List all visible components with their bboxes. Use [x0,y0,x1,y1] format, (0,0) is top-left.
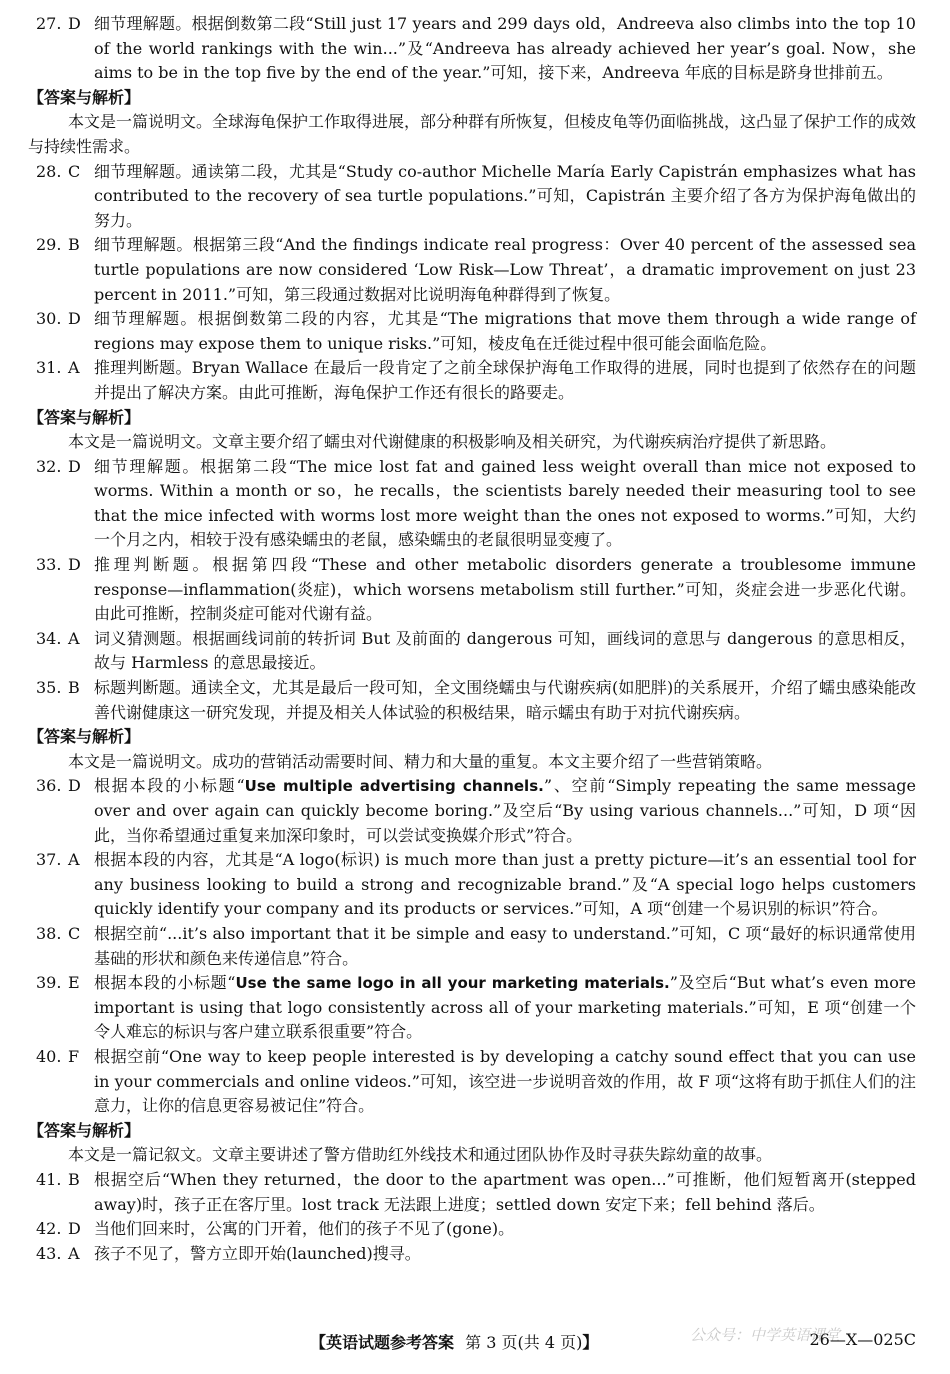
question-number: 32. [36,456,62,476]
answer-key: A [68,850,80,870]
question-number: 41. [36,1169,62,1189]
question-number: 30. [36,309,62,329]
answer-page [28,12,917,1266]
answer-40 [36,1045,916,1119]
explanation: 根据空后“When they returned，the door to the apartment was open...”可推断，他们短暂离开(stepped away)时，孩子正在客厅里。lost track 无法跟上进度；settled down 安定下来；fell behind 落后。 [94,1169,916,1214]
section-heading: 【答案与解析】 [28,87,141,107]
explanation [94,774,916,848]
answer-key: D [68,555,81,575]
question-number: 42. [36,1219,62,1239]
answer-39 [36,971,916,1045]
section-heading: 【答案与解析】 [28,407,141,427]
answer-32 [36,455,916,553]
answer-key: B [68,235,80,255]
answer-key: A [68,358,80,378]
answer-key: D [68,14,81,33]
question-number: 28. [36,161,62,181]
explanation-rest: ”及空后“But what’s even more important is using that logo consistently across all of your marketing materials.”可知，E 项“创建一个令人难忘的标识与客户建立联系很重要”符合。 [94,973,916,1042]
question-number: 29. [36,235,62,255]
page-number: 第 3 页(共 4 页) [465,1333,583,1352]
answer-42 [36,1217,916,1242]
explanation: 根据空前“...it’s also important that it be simple and easy to understand.”可知，C 项“最好的标识通常使用基础的形状和颜色来传递信息”符合。 [94,923,916,968]
answer-34 [36,627,916,676]
explanation: 当他们回来时，公寓的门开着，他们的孩子不见了(gone)。 [94,1219,515,1239]
answer-36 [36,774,916,848]
question-number: 33. [36,555,62,575]
subheading-quote: Use the same logo in all your marketing materials. [235,974,670,993]
footer-title [310,1330,598,1353]
answer-41 [36,1168,916,1217]
question-number: 27. [36,14,62,33]
explanation: 细节理解题。根据倒数第二段的内容，尤其是“The migrations that move them through a wide range of regions may expose them to unique risks.”可知，棱皮龟在迁徙过程中很可能会面临危险。 [94,309,916,353]
answer-38 [36,922,916,971]
explanation: 根据空前“One way to keep people interested is by developing a catchy sound effect that you can use in your commercials and online videos.”可知，该空进一步说明音效的作用，故 F 项“这将有助于抓住人们的注意力，让你的信息更容易被记住”符合。 [94,1046,916,1116]
answer-key: D [68,456,81,476]
passage-summary: 本文是一篇说明文。成功的营销活动需要时间、精力和大量的重复。本文主要介绍了一些营销策略。 [68,751,773,771]
page-footer [0,1326,950,1360]
passage-summary: 本文是一篇说明文。全球海龟保护工作取得进展，部分种群有所恢复，但棱皮龟等仍面临挑战，这凸显了保护工作的成效与持续性需求。 [28,112,917,156]
watermark: 公众号：中学英语课堂 [690,1326,841,1344]
answer-30 [36,307,916,356]
question-number: 38. [36,923,62,943]
explanation: 标题判断题。通读全文，尤其是最后一段可知，全文围绕蠕虫与代谢疾病(如肥胖)的关系展开，介绍了蠕虫感染能改善代谢健康这一研究发现，并提及相关人体试验的积极结果，暗示蠕虫有助于对抗代谢疾病。 [94,678,916,722]
document-code: 26—X—025C [809,1330,916,1349]
explanation-lead: 根据本段的小标题“ [94,776,245,796]
explanation: 词义猜测题。根据画线词前的转折词 But 及前面的 dangerous 可知，画线词的意思与 dangerous 的意思相反，故与 Harmless 的意思最接近。 [94,628,916,673]
footer-title-end: 】 [582,1333,599,1352]
answer-key: D [68,309,81,329]
explanation-rest: ”、空前“Simply repeating the same message over and over again can quickly become boring.”及空后“By using various channels...”可知，D 项“因此，当你希望通过重复来加深印象时，可以尝试变换媒介形式”符合。 [94,776,916,845]
explanation [94,971,916,1045]
answer-key: A [68,1243,80,1263]
footer-title-text: 【英语试题参考答案 [310,1333,455,1352]
answer-43 [36,1242,916,1267]
answer-29 [36,233,916,307]
explanation: 推理判断题。Bryan Wallace 在最后一段肯定了之前全球保护海龟工作取得的进展，同时也提到了依然存在的问题并提出了解决方案。由此可推断，海龟保护工作还有很长的路要走。 [94,358,916,402]
question-number: 37. [36,850,62,870]
answer-key: B [68,1169,80,1189]
question-number: 43. [36,1243,62,1263]
explanation: 细节理解题。根据倒数第二段“Still just 17 years and 299 days old，Andreeva also climbs into the top 10 of the world rankings with the win...”及“Andreeva has already achieved her year’s goal. Now，she aims to be in the top five by the end of the year.”可知，接下来，Andreeva 年底的目标是跻身世排前五。 [94,14,916,83]
question-number: 40. [36,1046,62,1066]
explanation: 孩子不见了，警方立即开始(launched)搜寻。 [94,1243,421,1263]
answer-31 [36,356,916,405]
explanation: 细节理解题。根据第二段“The mice lost fat and gained less weight overall than mice not exposed to worms. Within a month or so，he recalls，the scientists barely needed their measuring tool to see that the mice infected with worms lost more weight than the ones not exposed to worms.”可知，大约一个月之内，相较于没有感染蠕虫的老鼠，感染蠕虫的老鼠很明显变瘦了。 [94,456,916,550]
question-number: 31. [36,358,62,378]
question-number: 36. [36,776,62,796]
answer-key: F [68,1046,80,1066]
answer-key: B [68,678,80,698]
explanation: 细节理解题。通读第二段，尤其是“Study co-author Michelle María Early Capistrán emphasizes what has contributed to the recovery of sea turtle populations.”可知，Capistrán 主要介绍了各方为保护海龟做出的努力。 [94,161,916,230]
question-number: 39. [36,973,62,993]
answer-key: C [68,923,81,943]
answer-key: E [68,973,80,993]
answer-28 [36,160,916,234]
explanation: 细节理解题。根据第三段“And the findings indicate real progress：Over 40 percent of the assessed sea turtle populations are now considered ‘Low Risk—Low Threat’，a dramatic improvement on just 23 percent in 2011.”可知，第三段通过数据对比说明海龟种群得到了恢复。 [94,235,916,304]
explanation: 根据本段的内容，尤其是“A logo(标识) is much more than just a pretty picture—it’s an essential tool for any business looking to build a strong and recognizable brand.”及“A special logo helps customers quickly identify your company and its products or services.”可知，A 项“创建一个易识别的标识”符合。 [94,850,916,919]
section-heading: 【答案与解析】 [28,727,141,747]
explanation: 推理判断题。根据第四段“These and other metabolic disorders generate a troublesome immune response—inflammation(炎症)，which worsens metabolism still further.”可知，炎症会进一步恶化代谢。由此可推断，控制炎症可能对代谢有益。 [94,555,916,624]
answer-33 [36,553,916,627]
passage-summary: 本文是一篇记叙文。文章主要讲述了警方借助红外线技术和通过团队协作及时寻获失踪幼童的故事。 [68,1145,773,1165]
answer-27 [36,12,916,86]
answer-key: D [68,1219,81,1239]
explanation-lead: 根据本段的小标题“ [94,973,236,993]
answer-key: A [68,628,80,648]
subheading-quote: Use multiple advertising channels. [244,777,544,796]
answer-37 [36,848,916,922]
question-number: 34. [36,628,62,648]
question-number: 35. [36,678,62,698]
answer-key: C [68,161,81,181]
passage-summary: 本文是一篇说明文。文章主要介绍了蠕虫对代谢健康的积极影响及相关研究，为代谢疾病治疗提供了新思路。 [68,432,837,452]
answer-35 [36,676,916,725]
answer-key: D [68,776,81,796]
section-heading: 【答案与解析】 [28,1120,141,1140]
